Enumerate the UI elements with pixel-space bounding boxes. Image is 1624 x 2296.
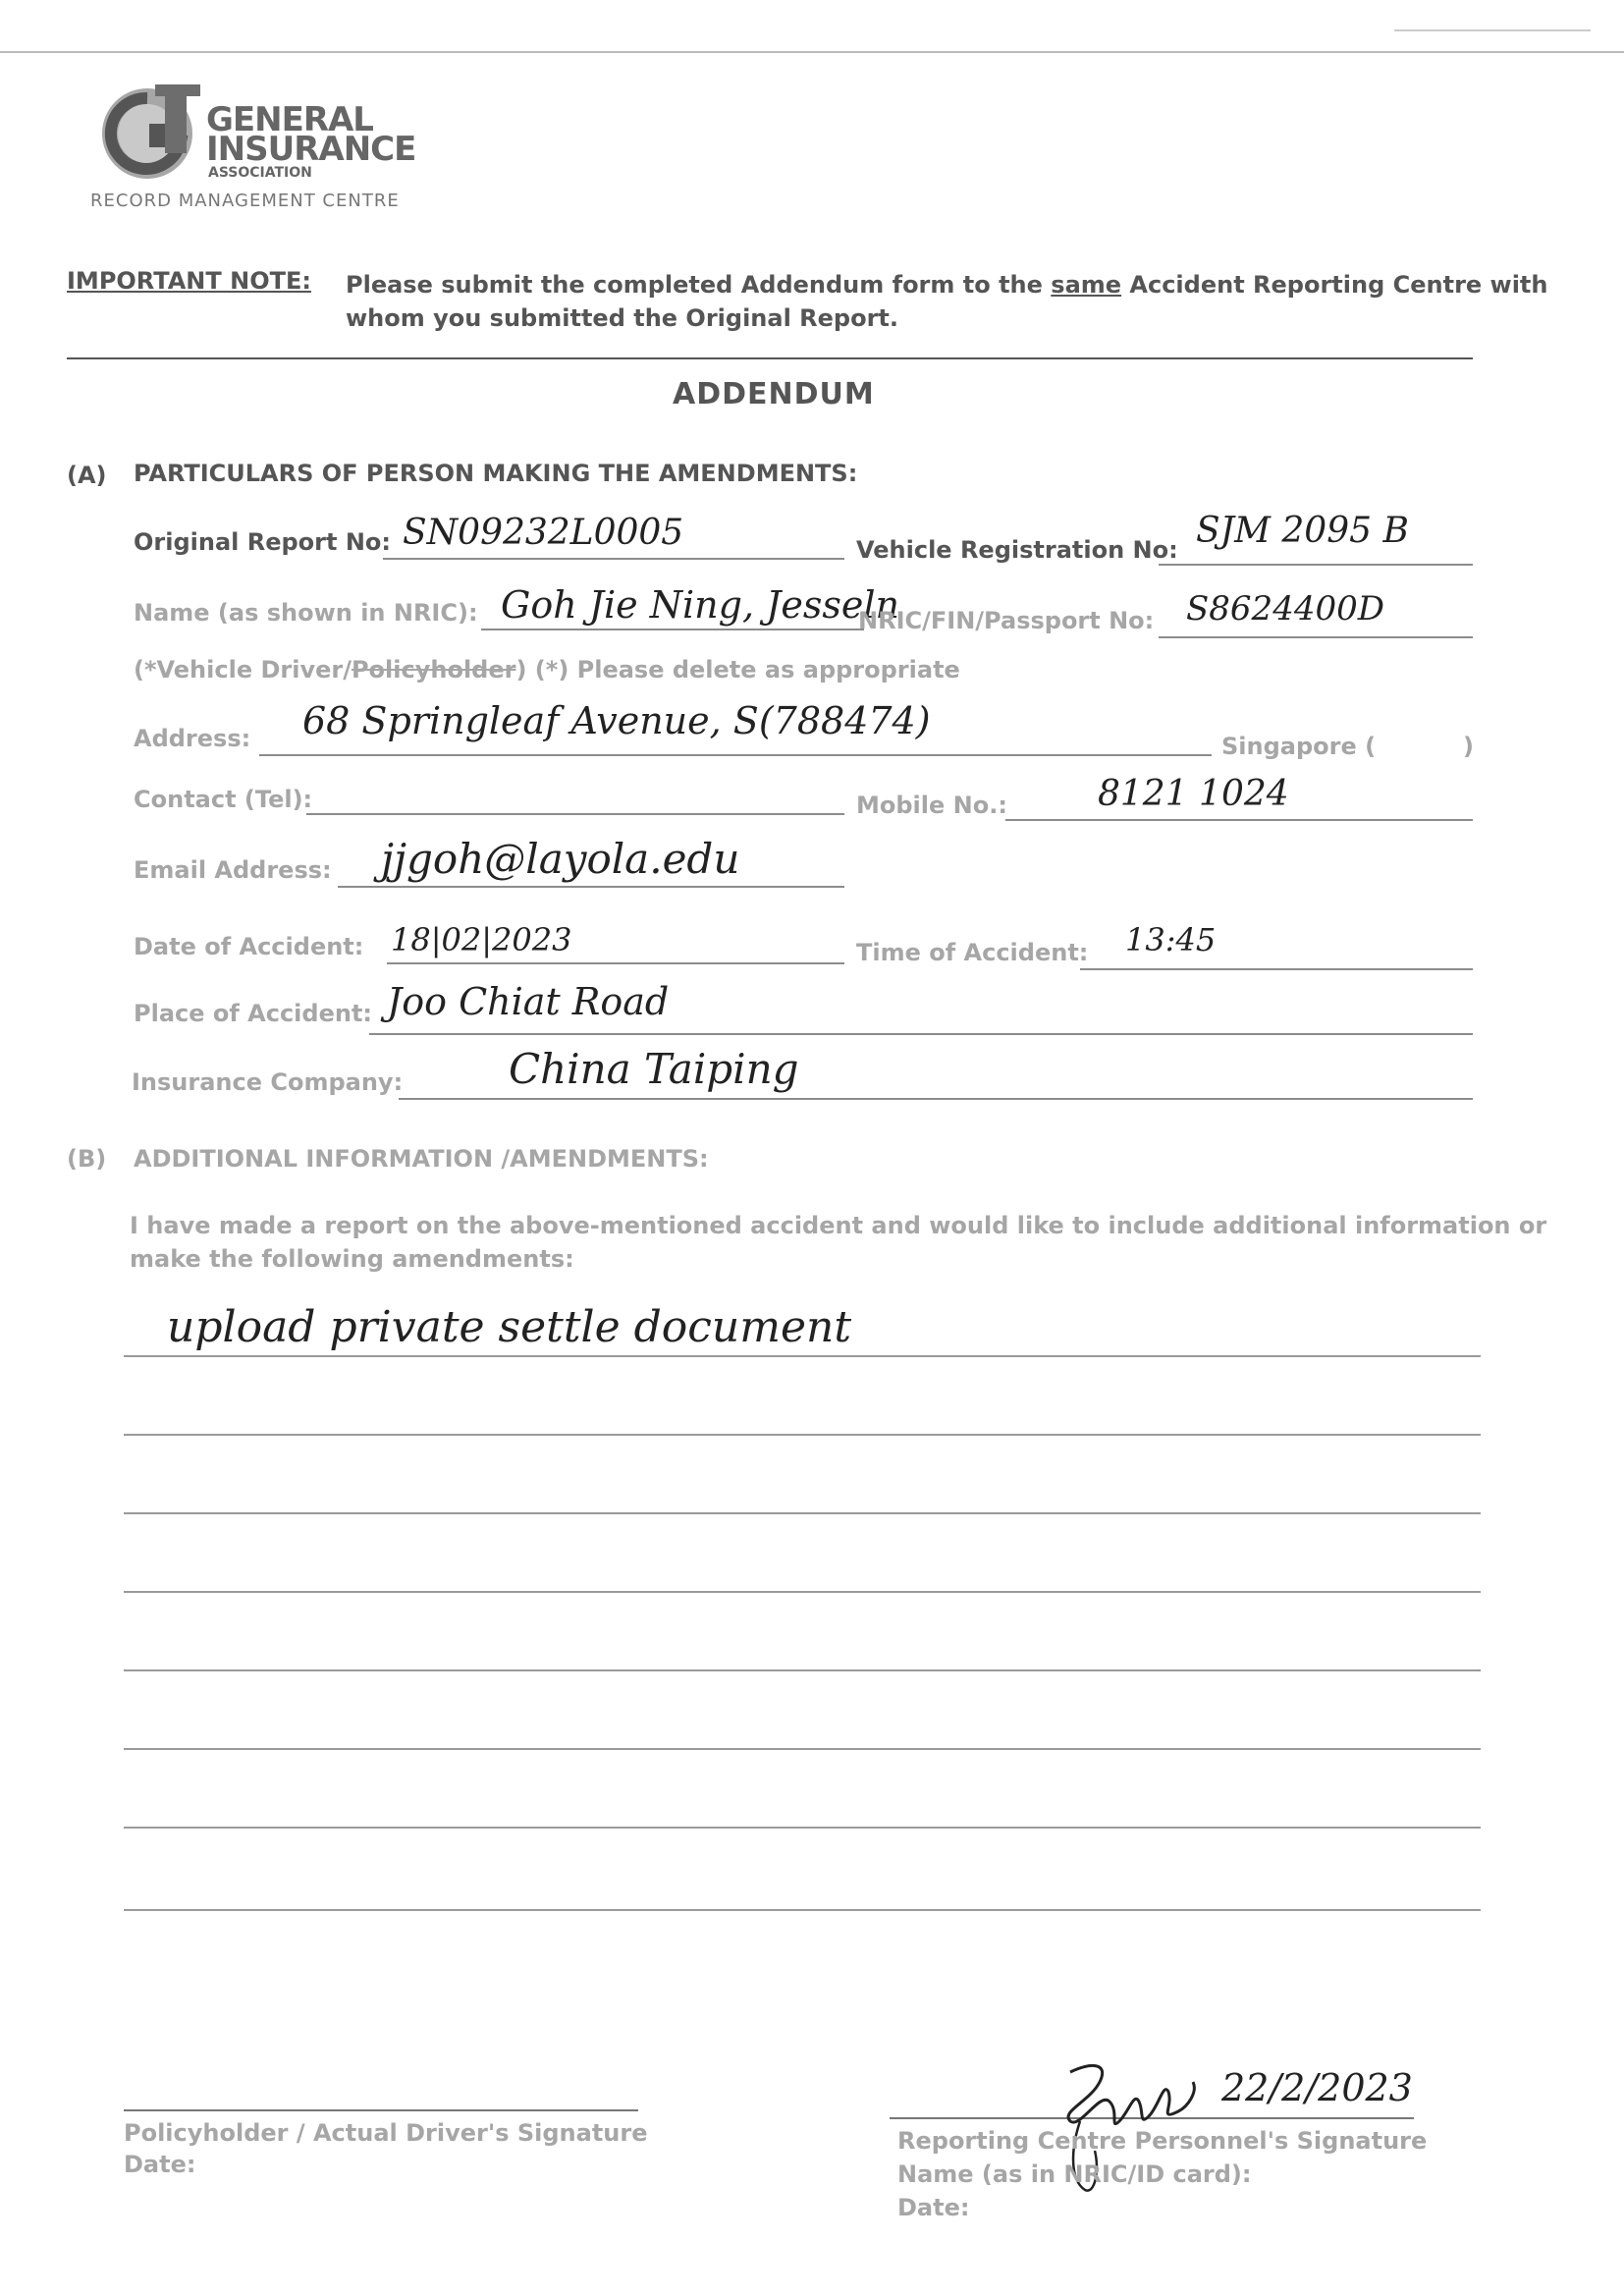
address-singapore-close: ) bbox=[1463, 733, 1474, 760]
section-b-heading: ADDITIONAL INFORMATION /AMENDMENTS: bbox=[134, 1145, 709, 1173]
place-of-accident-line bbox=[369, 1033, 1473, 1035]
time-of-accident-line bbox=[1080, 968, 1473, 970]
date-of-accident-value[interactable]: 18|02|2023 bbox=[391, 921, 572, 958]
email-line bbox=[338, 886, 844, 888]
logo-text-insurance: INSURANCE bbox=[206, 130, 416, 169]
note-divider bbox=[67, 357, 1473, 359]
section-a-marker: (A) bbox=[67, 462, 107, 489]
amendment-line bbox=[124, 1827, 1481, 1829]
amendment-line bbox=[124, 1434, 1481, 1436]
policyholder-date-label: Date: bbox=[124, 2151, 196, 2178]
place-of-accident-label: Place of Accident: bbox=[134, 1000, 373, 1027]
amendment-line bbox=[124, 1669, 1481, 1671]
original-report-no-label: Original Report No: bbox=[134, 528, 391, 556]
amendment-line bbox=[124, 1591, 1481, 1593]
address-value[interactable]: 68 Springleaf Avenue, S(788474) bbox=[302, 699, 931, 742]
gia-logo bbox=[90, 79, 416, 216]
important-note-text bbox=[346, 271, 1548, 299]
note-text-after: Accident Reporting Centre with bbox=[1129, 271, 1548, 299]
personnel-signature-label: Reporting Centre Personnel's Signature bbox=[897, 2127, 1428, 2155]
original-report-no-value[interactable]: SN09232L0005 bbox=[403, 513, 684, 553]
address-line bbox=[259, 754, 1212, 756]
note-text-same: same bbox=[1051, 271, 1122, 299]
logo-text-association: ASSOCIATION bbox=[208, 165, 312, 181]
insurance-company-value[interactable]: China Taiping bbox=[509, 1045, 799, 1093]
date-of-accident-line bbox=[387, 962, 844, 964]
section-a-heading: PARTICULARS OF PERSON MAKING THE AMENDMENTS: bbox=[134, 460, 858, 487]
amendment-line-text[interactable]: upload private settle document bbox=[167, 1302, 852, 1352]
nric-line bbox=[1159, 636, 1473, 638]
amendment-line bbox=[124, 1909, 1481, 1911]
name-label: Name (as shown in NRIC): bbox=[134, 599, 478, 627]
email-value[interactable]: jjgoh@layola.edu bbox=[381, 835, 740, 883]
role-note bbox=[134, 656, 960, 683]
vehicle-registration-no-line bbox=[1159, 564, 1473, 566]
logo-text-general: GENERAL bbox=[206, 100, 373, 139]
name-value[interactable]: Goh Jie Ning, Jesseln bbox=[501, 583, 899, 627]
amendment-line bbox=[124, 1748, 1481, 1750]
nric-value[interactable]: S8624400D bbox=[1186, 589, 1384, 629]
section-b-marker: (B) bbox=[67, 1145, 107, 1173]
vehicle-registration-no-value[interactable]: SJM 2095 B bbox=[1196, 511, 1409, 551]
address-singapore-label: Singapore ( bbox=[1221, 733, 1377, 760]
time-of-accident-value[interactable]: 13:45 bbox=[1125, 921, 1217, 958]
personnel-name-label: Name (as in NRIC/ID card): bbox=[897, 2160, 1252, 2188]
contact-tel-line bbox=[306, 813, 844, 815]
amendment-line bbox=[124, 1355, 1481, 1357]
gia-logo-emblem bbox=[90, 79, 208, 187]
time-of-accident-label: Time of Accident: bbox=[856, 939, 1089, 966]
date-of-accident-label: Date of Accident: bbox=[134, 933, 364, 960]
role-note-part2: ) (*) Please delete as appropriate bbox=[515, 656, 960, 683]
personnel-date-value[interactable]: 22/2/2023 bbox=[1221, 2066, 1413, 2109]
contact-tel-label: Contact (Tel): bbox=[134, 786, 313, 813]
mobile-no-line bbox=[1005, 819, 1473, 821]
section-b-text-line1: I have made a report on the above-mentioned accident and would like to include additional information or bbox=[130, 1212, 1547, 1239]
section-b-text-line2: make the following amendments: bbox=[130, 1245, 574, 1273]
insurance-company-label: Insurance Company: bbox=[132, 1068, 404, 1096]
mobile-no-value[interactable]: 8121 1024 bbox=[1098, 774, 1289, 814]
mobile-no-label: Mobile No.: bbox=[856, 792, 1007, 819]
insurance-company-line bbox=[399, 1098, 1473, 1100]
place-of-accident-value[interactable]: Joo Chiat Road bbox=[387, 980, 670, 1023]
vehicle-registration-no-label: Vehicle Registration No: bbox=[856, 536, 1178, 564]
policyholder-signature-line bbox=[124, 2109, 638, 2111]
important-note-label: IMPORTANT NOTE: bbox=[67, 267, 311, 295]
nric-label: NRIC/FIN/Passport No: bbox=[858, 607, 1155, 634]
role-note-part1: (*Vehicle Driver/ bbox=[134, 656, 352, 683]
name-line bbox=[481, 629, 864, 630]
personnel-date-label: Date: bbox=[897, 2194, 970, 2221]
policyholder-signature-label: Policyholder / Actual Driver's Signature bbox=[124, 2119, 648, 2147]
address-label: Address: bbox=[134, 725, 251, 752]
logo-subtitle: RECORD MANAGEMENT CENTRE bbox=[90, 191, 400, 211]
amendment-line bbox=[124, 1512, 1481, 1514]
scan-edge-line bbox=[0, 51, 1624, 53]
scan-edge-line-short bbox=[1394, 29, 1591, 31]
form-title: ADDENDUM bbox=[673, 377, 875, 411]
original-report-no-line bbox=[383, 558, 844, 560]
email-label: Email Address: bbox=[134, 856, 332, 884]
role-note-struck: Policyholder bbox=[351, 656, 516, 683]
important-note-text-line2: whom you submitted the Original Report. bbox=[346, 304, 899, 332]
note-text-before: Please submit the completed Addendum form to the bbox=[346, 271, 1043, 299]
